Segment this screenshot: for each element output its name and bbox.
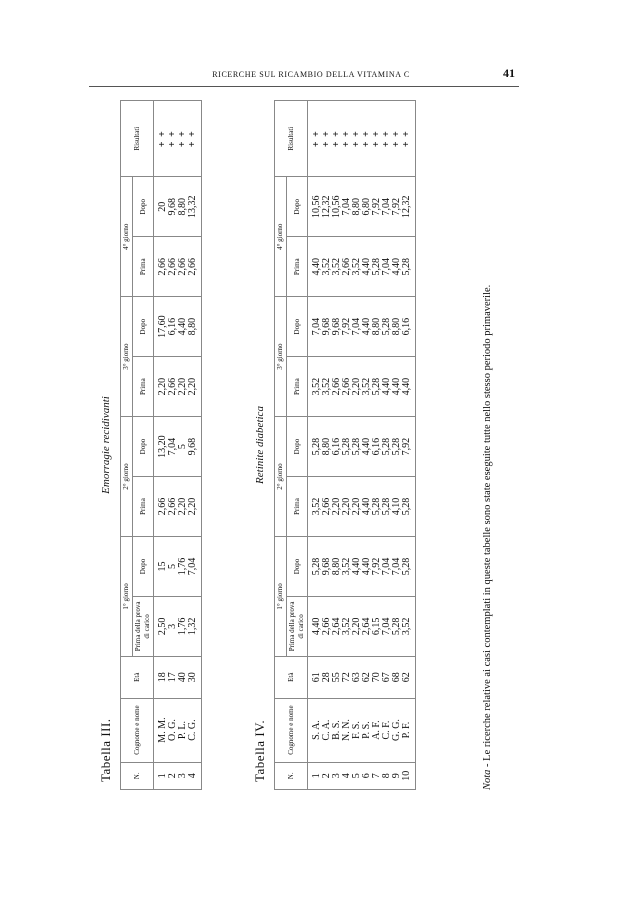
cell-age: 40 xyxy=(178,656,188,698)
cell-day3-dopo: 7,04 xyxy=(308,297,323,357)
rotated-content xyxy=(90,100,520,790)
cell-day4-prima: 7,04 xyxy=(382,237,392,297)
cell-day1-prima: 5,28 xyxy=(392,596,402,656)
cell-day3-dopo: 7,92 xyxy=(342,297,352,357)
col-day4-dopo: Dopo xyxy=(133,177,154,237)
cell-day4-dopo: 8,80 xyxy=(352,177,362,237)
cell-results: + + xyxy=(372,101,382,177)
cell-day3-dopo: 5,28 xyxy=(382,297,392,357)
col-age: Età xyxy=(275,656,308,698)
col-day2-dopo: Dopo xyxy=(287,417,308,477)
cell-day1-prima: 2,64 xyxy=(362,596,372,656)
cell-day1-dopo: 7,92 xyxy=(372,536,382,596)
cell-age: 30 xyxy=(188,656,202,698)
cell-day1-dopo: 3,52 xyxy=(342,536,352,596)
cell-day2-dopo: 5,28 xyxy=(392,417,402,477)
footnote xyxy=(482,100,493,790)
cell-day4-dopo: 12,32 xyxy=(322,177,332,237)
cell-age: 63 xyxy=(352,656,362,698)
cell-day3-prima: 2,66 xyxy=(168,357,178,417)
cell-age: 72 xyxy=(342,656,352,698)
cell-age: 68 xyxy=(392,656,402,698)
cell-name: P. S. xyxy=(362,698,372,762)
col-day2-prima: Prima xyxy=(287,477,308,537)
cell-day2-prima: 2,20 xyxy=(178,477,188,537)
cell-day1-dopo: 7,04 xyxy=(188,536,202,596)
footnote-text: - Le ricerche relative ai casi contemplati in queste tabelle sono state eseguite tutte nello stesso periodo primaverile. xyxy=(482,284,493,770)
col-day1: 1° giorno xyxy=(275,536,287,656)
cell-day3-prima: 3,52 xyxy=(362,357,372,417)
cell-name: M. M. xyxy=(154,698,169,762)
cell-day3-dopo: 17,60 xyxy=(154,297,169,357)
col-day4-prima: Prima xyxy=(133,237,154,297)
cell-n: 2 xyxy=(168,762,178,789)
cell-day2-prima: 2,20 xyxy=(332,477,342,537)
cell-day2-dopo: 4,40 xyxy=(362,417,372,477)
cell-n: 9 xyxy=(392,762,402,789)
col-n: N. xyxy=(121,762,154,789)
cell-day1-dopo: 7,04 xyxy=(382,536,392,596)
cell-day4-prima: 4,40 xyxy=(392,237,402,297)
col-results: Risultati xyxy=(275,101,308,177)
cell-n: 3 xyxy=(178,762,188,789)
cell-day2-prima: 2,66 xyxy=(168,477,178,537)
cell-day4-dopo: 7,04 xyxy=(382,177,392,237)
cell-day4-prima: 2,66 xyxy=(154,237,169,297)
cell-name: N. N. xyxy=(342,698,352,762)
cell-results: + + xyxy=(322,101,332,177)
footnote-label: Nota xyxy=(482,769,493,790)
cell-name: S. A. xyxy=(308,698,323,762)
cell-day1-dopo: 5,28 xyxy=(402,536,416,596)
cell-day1-prima: 1,32 xyxy=(188,596,202,656)
table4 xyxy=(274,100,416,790)
cell-day1-prima: 1,76 xyxy=(178,596,188,656)
cell-n: 5 xyxy=(352,762,362,789)
cell-day1-prima: 2,64 xyxy=(332,596,342,656)
cell-name: B. S. xyxy=(332,698,342,762)
cell-day2-dopo: 13,20 xyxy=(154,417,169,477)
cell-day3-dopo: 9,68 xyxy=(332,297,342,357)
cell-n: 4 xyxy=(188,762,202,789)
cell-day3-dopo: 7,04 xyxy=(352,297,362,357)
cell-day2-dopo: 5,28 xyxy=(342,417,352,477)
cell-name: G. G. xyxy=(392,698,402,762)
cell-age: 17 xyxy=(168,656,178,698)
col-name: Cognome e nome xyxy=(121,698,154,762)
col-day1: 1° giorno xyxy=(121,536,133,656)
page-number: 41 xyxy=(503,66,515,80)
cell-name: P. L. xyxy=(178,698,188,762)
col-day3: 3° giorno xyxy=(121,297,133,417)
cell-day1-prima: 2,20 xyxy=(352,596,362,656)
cell-day4-prima: 3,52 xyxy=(322,237,332,297)
cell-day1-prima: 3 xyxy=(168,596,178,656)
table-row xyxy=(188,101,202,790)
cell-day1-prima: 2,66 xyxy=(322,596,332,656)
col-day4-dopo: Dopo xyxy=(287,177,308,237)
cell-day3-prima: 2,66 xyxy=(342,357,352,417)
cell-age: 61 xyxy=(308,656,323,698)
cell-day4-prima: 5,28 xyxy=(402,237,416,297)
cell-age: 55 xyxy=(332,656,342,698)
col-day3-dopo: Dopo xyxy=(133,297,154,357)
cell-day2-dopo: 5,28 xyxy=(352,417,362,477)
cell-day3-prima: 4,40 xyxy=(382,357,392,417)
cell-results: + + xyxy=(308,101,323,177)
col-day2-dopo: Dopo xyxy=(133,417,154,477)
cell-day3-dopo: 8,80 xyxy=(188,297,202,357)
cell-day1-prima: 3,52 xyxy=(342,596,352,656)
cell-day2-prima: 5,28 xyxy=(402,477,416,537)
col-day3-dopo: Dopo xyxy=(287,297,308,357)
running-header-title: RICERCHE SUL RICAMBIO DELLA VITAMINA C xyxy=(212,70,410,79)
cell-name: C. F. xyxy=(382,698,392,762)
col-day1-prima: Prima della prova di carico xyxy=(133,596,154,656)
cell-name: A. F. xyxy=(372,698,382,762)
cell-results: + + xyxy=(382,101,392,177)
cell-name: F. S. xyxy=(352,698,362,762)
cell-age: 62 xyxy=(402,656,416,698)
cell-results: + + xyxy=(352,101,362,177)
cell-day1-prima: 7,04 xyxy=(382,596,392,656)
col-name: Cognome e nome xyxy=(275,698,308,762)
cell-n: 4 xyxy=(342,762,352,789)
col-age: Età xyxy=(121,656,154,698)
cell-day3-dopo: 4,40 xyxy=(178,297,188,357)
cell-day2-prima: 5,28 xyxy=(382,477,392,537)
cell-day4-dopo: 8,80 xyxy=(178,177,188,237)
table-row xyxy=(308,101,323,790)
table-row xyxy=(402,101,416,790)
cell-day3-prima: 2,20 xyxy=(352,357,362,417)
col-day4-prima: Prima xyxy=(287,237,308,297)
cell-day2-dopo: 9,68 xyxy=(188,417,202,477)
cell-n: 7 xyxy=(372,762,382,789)
cell-day3-prima: 2,20 xyxy=(188,357,202,417)
cell-day2-dopo: 6,16 xyxy=(372,417,382,477)
cell-n: 1 xyxy=(308,762,323,789)
cell-day1-dopo: 5 xyxy=(168,536,178,596)
cell-day2-dopo: 7,04 xyxy=(168,417,178,477)
cell-day1-dopo: 4,40 xyxy=(352,536,362,596)
col-day3-prima: Prima xyxy=(133,357,154,417)
cell-day3-prima: 3,52 xyxy=(308,357,323,417)
table4-label: Tabella IV. xyxy=(252,719,267,782)
cell-day2-prima: 2,20 xyxy=(342,477,352,537)
cell-results: + + xyxy=(362,101,372,177)
cell-day3-dopo: 6,16 xyxy=(168,297,178,357)
cell-day3-prima: 2,20 xyxy=(154,357,169,417)
cell-day3-dopo: 8,80 xyxy=(392,297,402,357)
cell-day3-dopo: 6,16 xyxy=(402,297,416,357)
cell-name: O. G. xyxy=(168,698,178,762)
cell-day2-prima: 5,28 xyxy=(372,477,382,537)
cell-day4-prima: 2,66 xyxy=(188,237,202,297)
cell-day1-dopo: 8,80 xyxy=(332,536,342,596)
col-day2-prima: Prima xyxy=(133,477,154,537)
col-day1-prima: Prima della prova di carico xyxy=(287,596,308,656)
cell-day4-dopo: 7,92 xyxy=(392,177,402,237)
header-rule xyxy=(89,86,519,87)
cell-day4-prima: 4,40 xyxy=(308,237,323,297)
cell-day2-dopo: 5 xyxy=(178,417,188,477)
cell-day2-prima: 4,40 xyxy=(362,477,372,537)
cell-day4-prima: 3,52 xyxy=(332,237,342,297)
cell-day4-dopo: 9,68 xyxy=(168,177,178,237)
cell-day1-prima: 3,52 xyxy=(402,596,416,656)
table-row xyxy=(154,101,169,790)
cell-day1-prima: 2,50 xyxy=(154,596,169,656)
cell-day2-prima: 3,52 xyxy=(308,477,323,537)
cell-results: + + xyxy=(402,101,416,177)
cell-results: + + xyxy=(332,101,342,177)
cell-day4-dopo: 20 xyxy=(154,177,169,237)
cell-day1-dopo: 5,28 xyxy=(308,536,323,596)
cell-n: 3 xyxy=(332,762,342,789)
cell-day1-dopo: 15 xyxy=(154,536,169,596)
cell-n: 8 xyxy=(382,762,392,789)
cell-day2-prima: 4,10 xyxy=(392,477,402,537)
col-day2: 2° giorno xyxy=(121,417,133,537)
cell-day2-dopo: 7,92 xyxy=(402,417,416,477)
cell-day1-dopo: 7,04 xyxy=(392,536,402,596)
col-day4: 4° giorno xyxy=(275,177,287,297)
cell-day3-dopo: 4,40 xyxy=(362,297,372,357)
cell-day4-dopo: 13,32 xyxy=(188,177,202,237)
cell-n: 10 xyxy=(402,762,416,789)
table3-label: Tabella III. xyxy=(98,718,113,782)
cell-results: + + xyxy=(178,101,188,177)
cell-day2-prima: 2,66 xyxy=(322,477,332,537)
cell-day2-prima: 2,20 xyxy=(188,477,202,537)
cell-day2-prima: 2,20 xyxy=(352,477,362,537)
cell-day3-prima: 4,40 xyxy=(392,357,402,417)
cell-age: 67 xyxy=(382,656,392,698)
cell-day3-prima: 4,40 xyxy=(402,357,416,417)
cell-day4-dopo: 7,92 xyxy=(372,177,382,237)
cell-day3-prima: 2,66 xyxy=(332,357,342,417)
col-n: N. xyxy=(275,762,308,789)
cell-day1-dopo: 1,76 xyxy=(178,536,188,596)
cell-day3-prima: 5,28 xyxy=(372,357,382,417)
col-day4: 4° giorno xyxy=(121,177,133,297)
col-day1-dopo: Dopo xyxy=(287,536,308,596)
cell-name: C. G. xyxy=(188,698,202,762)
cell-day2-dopo: 5,28 xyxy=(308,417,323,477)
cell-day1-dopo: 4,40 xyxy=(362,536,372,596)
cell-day4-dopo: 10,56 xyxy=(332,177,342,237)
cell-day1-dopo: 9,68 xyxy=(322,536,332,596)
cell-day1-prima: 6,15 xyxy=(372,596,382,656)
cell-day4-prima: 2,66 xyxy=(342,237,352,297)
cell-age: 62 xyxy=(362,656,372,698)
cell-day3-dopo: 8,80 xyxy=(372,297,382,357)
cell-day2-dopo: 5,28 xyxy=(382,417,392,477)
col-day3: 3° giorno xyxy=(275,297,287,417)
cell-results: + + xyxy=(188,101,202,177)
cell-age: 28 xyxy=(322,656,332,698)
cell-day3-prima: 2,20 xyxy=(178,357,188,417)
table3 xyxy=(120,100,202,790)
table3-caption: Emorragie recidivanti xyxy=(100,396,112,494)
table4-caption: Retinite diabetica xyxy=(254,406,266,484)
cell-name: C. A. xyxy=(322,698,332,762)
cell-day3-dopo: 9,68 xyxy=(322,297,332,357)
cell-results: + + xyxy=(168,101,178,177)
cell-day4-prima: 2,66 xyxy=(178,237,188,297)
cell-day2-dopo: 6,16 xyxy=(332,417,342,477)
cell-day4-prima: 5,28 xyxy=(372,237,382,297)
cell-results: + + xyxy=(392,101,402,177)
cell-n: 6 xyxy=(362,762,372,789)
cell-day2-prima: 2,66 xyxy=(154,477,169,537)
cell-results: + + xyxy=(154,101,169,177)
cell-age: 18 xyxy=(154,656,169,698)
cell-name: P. F. xyxy=(402,698,416,762)
cell-day4-dopo: 6,80 xyxy=(362,177,372,237)
cell-results: + + xyxy=(342,101,352,177)
cell-day4-prima: 3,52 xyxy=(352,237,362,297)
cell-day4-dopo: 12,32 xyxy=(402,177,416,237)
cell-n: 2 xyxy=(322,762,332,789)
col-day1-dopo: Dopo xyxy=(133,536,154,596)
cell-age: 70 xyxy=(372,656,382,698)
cell-day4-dopo: 10,56 xyxy=(308,177,323,237)
cell-day4-prima: 4,40 xyxy=(362,237,372,297)
cell-day4-dopo: 7,04 xyxy=(342,177,352,237)
col-results: Risultati xyxy=(121,101,154,177)
cell-n: 1 xyxy=(154,762,169,789)
cell-day3-prima: 3,52 xyxy=(322,357,332,417)
cell-day2-dopo: 8,80 xyxy=(322,417,332,477)
col-day3-prima: Prima xyxy=(287,357,308,417)
cell-day1-prima: 4,40 xyxy=(308,596,323,656)
col-day2: 2° giorno xyxy=(275,417,287,537)
cell-day4-prima: 2,66 xyxy=(168,237,178,297)
